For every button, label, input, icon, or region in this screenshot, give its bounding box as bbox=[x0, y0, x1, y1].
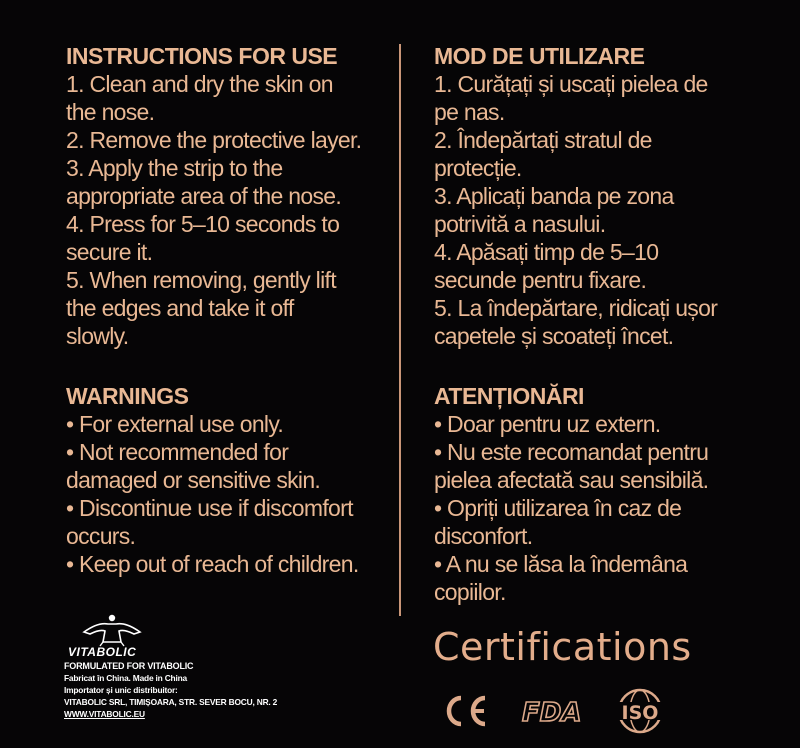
warnings-list-en bbox=[66, 410, 396, 578]
warnings-title-en: WARNINGS bbox=[66, 383, 189, 409]
company-address: VITABOLIC SRL, TIMIȘOARA, STR. SEVER BOCU, NR. 2 bbox=[64, 697, 278, 707]
instructions-title-en: INSTRUCTIONS FOR USE bbox=[66, 43, 338, 69]
warning-line: • Doar pentru uz extern. bbox=[434, 411, 661, 437]
warning-line: occurs. bbox=[66, 523, 136, 549]
warning-line: • Nu este recomandat pentru bbox=[434, 439, 709, 465]
ce-mark-icon bbox=[442, 688, 492, 734]
romanian-column bbox=[434, 42, 764, 606]
warning-line: • Not recommended for bbox=[66, 439, 289, 465]
warnings-list-ro bbox=[434, 410, 764, 606]
instruction-line: protecție. bbox=[434, 155, 522, 181]
svg-text:FDA: FDA bbox=[522, 698, 582, 728]
brand-footer bbox=[64, 612, 364, 720]
certifications-title: Certifications bbox=[433, 625, 692, 669]
instruction-line: secure it. bbox=[66, 239, 153, 265]
fda-icon bbox=[520, 688, 586, 734]
importer-label: Importator și unic distribuitor: bbox=[64, 685, 178, 695]
instruction-line: potrivită a nasului. bbox=[434, 211, 606, 237]
instructions-title-ro: MOD DE UTILIZARE bbox=[434, 43, 645, 69]
instruction-line: 5. La îndepărtare, ridicați ușor bbox=[434, 295, 718, 321]
instruction-line: pe nas. bbox=[434, 99, 505, 125]
instruction-line: 1. Curățați și uscați pielea de bbox=[434, 71, 708, 97]
vitabolic-logo bbox=[64, 612, 159, 660]
instruction-line: 5. When removing, gently lift bbox=[66, 267, 336, 293]
instruction-line: 3. Aplicați banda pe zona bbox=[434, 183, 674, 209]
column-divider bbox=[399, 44, 401, 616]
instruction-line: 4. Apăsați timp de 5–10 bbox=[434, 239, 659, 265]
instruction-line: secunde pentru fixare. bbox=[434, 267, 647, 293]
warning-line: • Discontinue use if discomfort bbox=[66, 495, 353, 521]
svg-text:VITABOLIC: VITABOLIC bbox=[68, 645, 137, 659]
warnings-title-ro: ATENȚIONĂRI bbox=[434, 383, 584, 409]
instruction-line: the nose. bbox=[66, 99, 155, 125]
instruction-line: 1. Clean and dry the skin on bbox=[66, 71, 333, 97]
made-in: Fabricat în China. Made in China bbox=[64, 673, 187, 683]
warning-line: pielea afectată sau sensibilă. bbox=[434, 467, 709, 493]
formulated-for: FORMULATED FOR VITABOLIC bbox=[64, 661, 194, 671]
instruction-line: capetele și scoateți încet. bbox=[434, 323, 674, 349]
instruction-line: appropriate area of the nose. bbox=[66, 183, 342, 209]
svg-text:ISO: ISO bbox=[621, 702, 659, 724]
instructions-list-ro bbox=[434, 70, 764, 350]
instruction-line: 3. Apply the strip to the bbox=[66, 155, 283, 181]
instruction-line: slowly. bbox=[66, 323, 129, 349]
warning-line: copiilor. bbox=[434, 579, 506, 605]
warning-line: • A nu se lăsa la îndemâna bbox=[434, 551, 688, 577]
warning-line: • For external use only. bbox=[66, 411, 284, 437]
instruction-line: 2. Îndepărtați stratul de bbox=[434, 127, 652, 153]
instruction-line: 4. Press for 5–10 seconds to bbox=[66, 211, 340, 237]
warning-line: disconfort. bbox=[434, 523, 533, 549]
warning-line: damaged or sensitive skin. bbox=[66, 467, 321, 493]
warning-line: • Keep out of reach of children. bbox=[66, 551, 359, 577]
website-link[interactable]: WWW.VITABOLIC.EU bbox=[64, 709, 145, 719]
instruction-line: 2. Remove the protective layer. bbox=[66, 127, 362, 153]
iso-icon bbox=[608, 688, 672, 734]
instructions-list-en bbox=[66, 70, 396, 350]
instruction-line: the edges and take it off bbox=[66, 295, 294, 321]
english-column bbox=[66, 42, 396, 578]
warning-line: • Opriți utilizarea în caz de bbox=[434, 495, 682, 521]
